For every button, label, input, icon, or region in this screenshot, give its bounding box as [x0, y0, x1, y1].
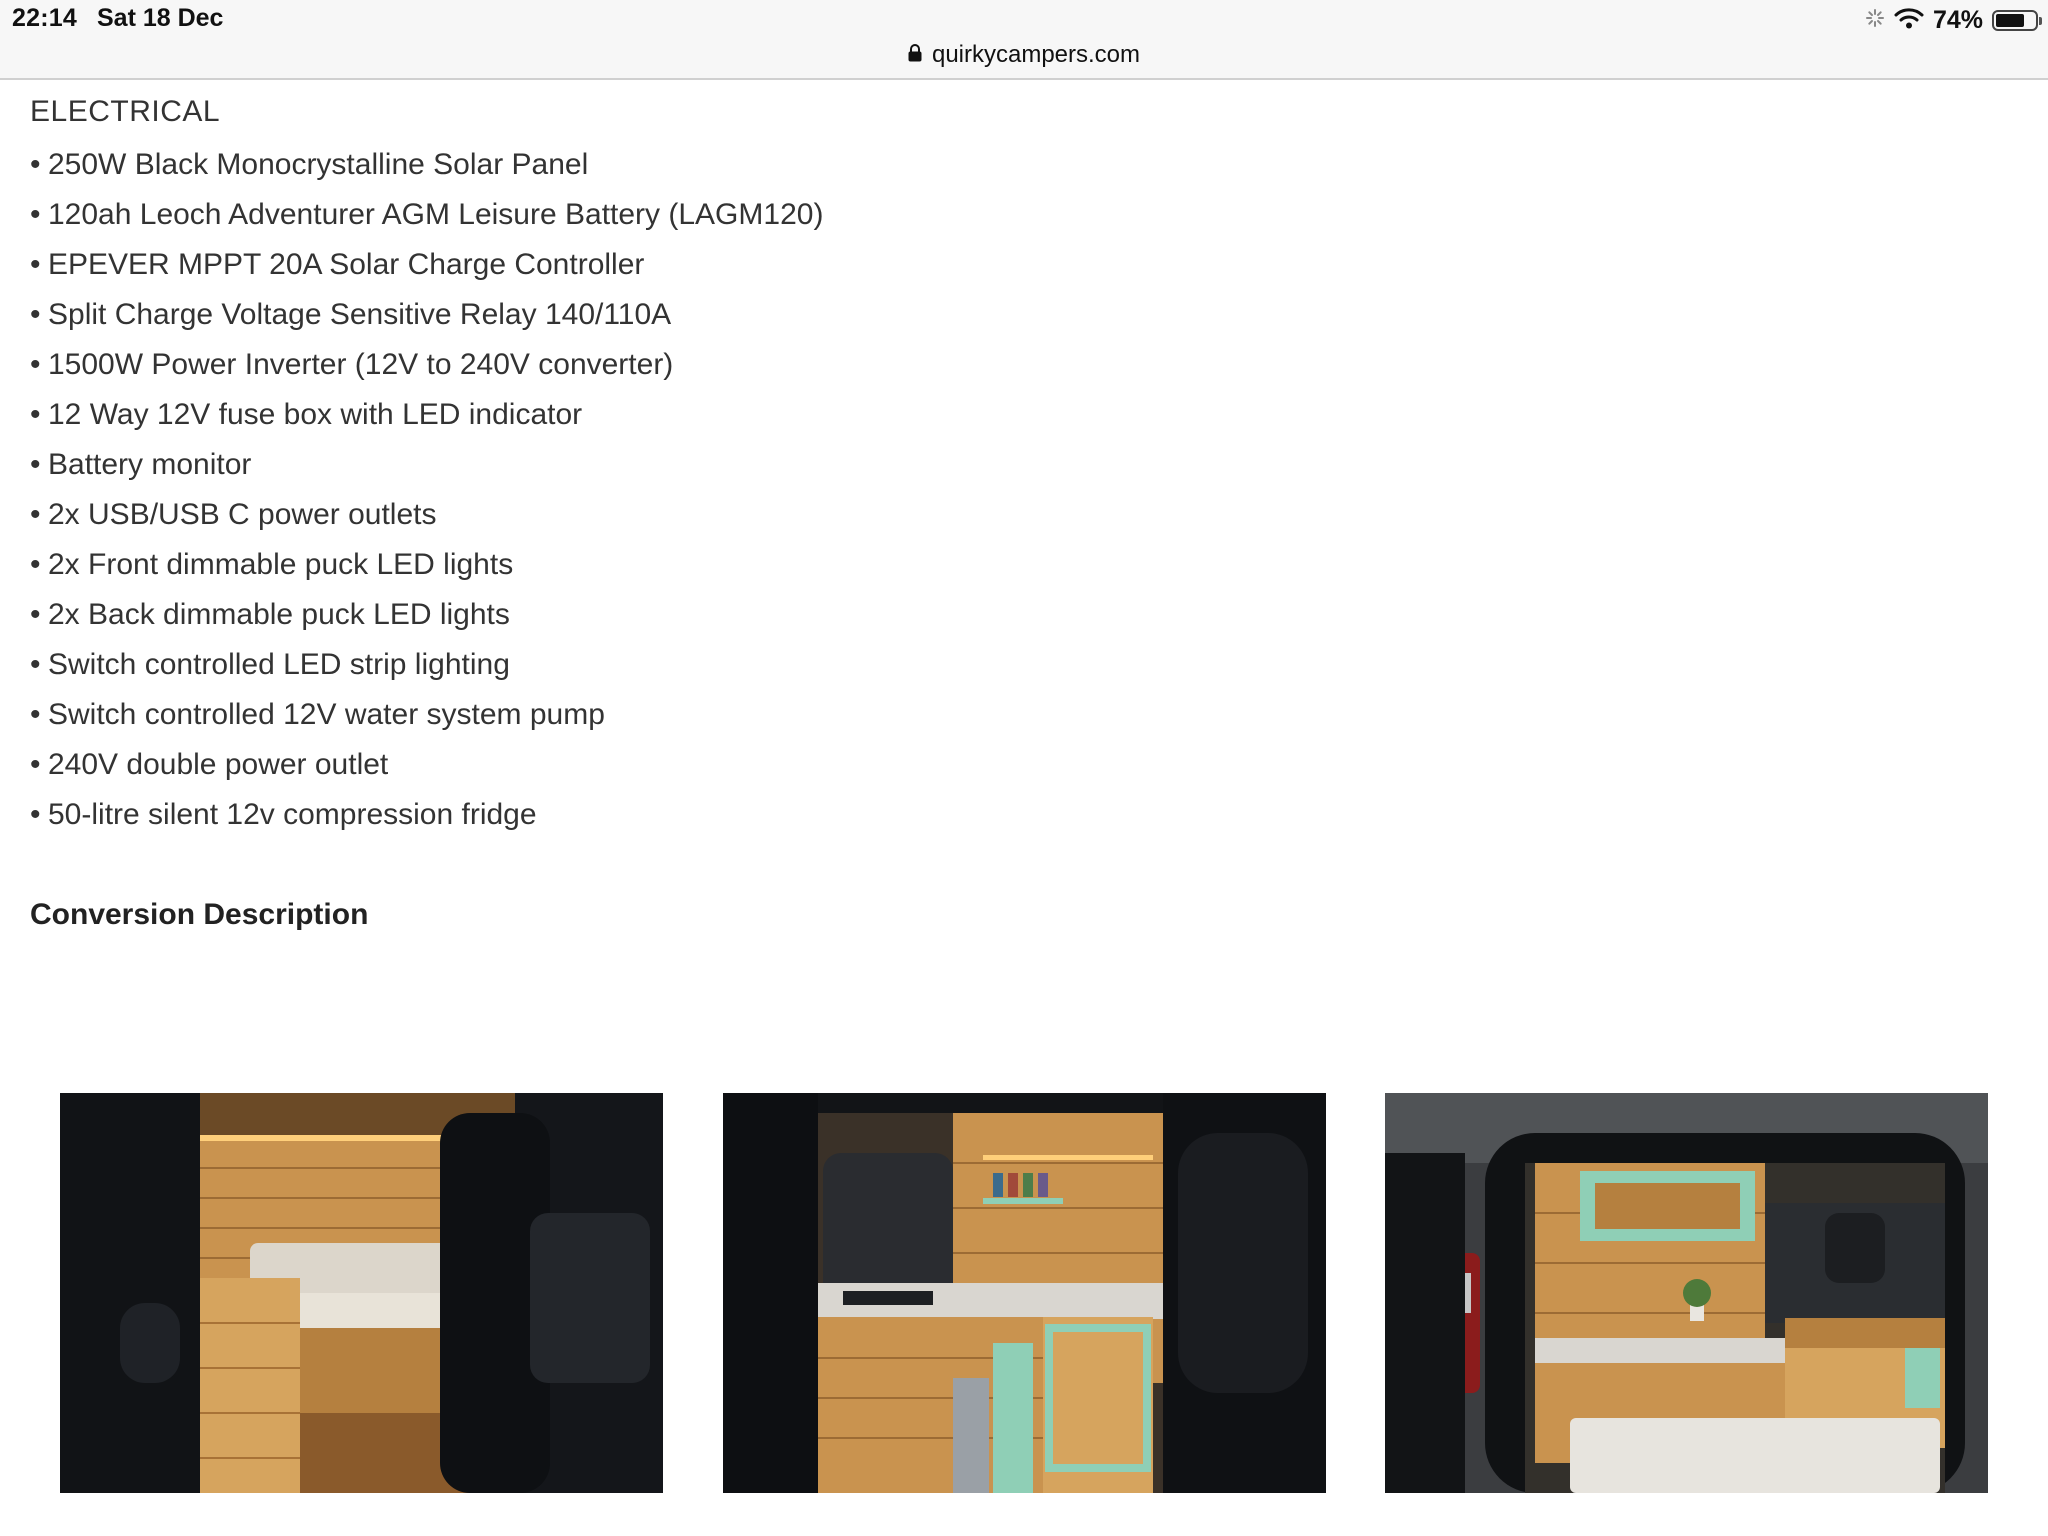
bullet-marker: • — [30, 298, 41, 331]
electrical-spec-text: 1500W Power Inverter (12V to 240V converter) — [48, 348, 674, 381]
status-date: Sat 18 Dec — [97, 4, 224, 32]
electrical-spec-item — [30, 240, 2010, 290]
bullet-marker: • — [30, 148, 41, 181]
bullet-marker: • — [30, 398, 41, 431]
electrical-spec-text: Battery monitor — [48, 448, 252, 481]
electrical-spec-item — [30, 190, 2010, 240]
gallery-photo-rear-bed[interactable] — [1385, 1093, 1988, 1493]
url-domain[interactable]: quirkycampers.com — [931, 41, 1141, 68]
electrical-spec-item — [30, 540, 2010, 590]
status-indicators — [1865, 4, 2038, 36]
status-bar — [0, 0, 2048, 80]
electrical-spec-text: Split Charge Voltage Sensitive Relay 140/110A — [48, 298, 672, 331]
electrical-spec-text: 120ah Leoch Adventurer AGM Leisure Battery (LAGM120) — [48, 198, 824, 231]
battery-percentage: 74% — [1932, 5, 1983, 34]
electrical-spec-item — [30, 640, 2010, 690]
battery-level-fill — [1996, 14, 2024, 27]
electrical-spec-text: 2x Front dimmable puck LED lights — [48, 548, 514, 581]
electrical-spec-text: 250W Black Monocrystalline Solar Panel — [48, 148, 589, 181]
electrical-spec-text: 2x USB/USB C power outlets — [48, 498, 437, 531]
electrical-spec-text: EPEVER MPPT 20A Solar Charge Controller — [48, 248, 645, 281]
electrical-spec-item — [30, 340, 2010, 390]
gallery-photo-rear-kitchen[interactable] — [723, 1093, 1326, 1493]
electrical-spec-item — [30, 590, 2010, 640]
electrical-spec-item — [30, 290, 2010, 340]
bullet-marker: • — [30, 198, 41, 231]
bullet-marker: • — [30, 648, 41, 681]
bullet-marker: • — [30, 798, 41, 831]
electrical-spec-item — [30, 440, 2010, 490]
electrical-spec-text: 240V double power outlet — [48, 748, 389, 781]
bullet-marker: • — [30, 698, 41, 731]
wifi-icon — [1894, 7, 1924, 34]
address-bar[interactable] — [0, 38, 2048, 72]
status-time: 22:14 — [12, 4, 77, 32]
electrical-spec-item — [30, 140, 2010, 190]
electrical-spec-text: Switch controlled LED strip lighting — [48, 648, 510, 681]
battery-tip — [2039, 17, 2042, 25]
electrical-heading: ELECTRICAL — [30, 95, 221, 128]
electrical-spec-item — [30, 390, 2010, 440]
electrical-spec-item — [30, 790, 2010, 840]
bullet-marker: • — [30, 598, 41, 631]
battery-icon — [1992, 10, 2038, 31]
electrical-spec-item — [30, 740, 2010, 790]
electrical-spec-item — [30, 490, 2010, 540]
conversion-description-heading: Conversion Description — [30, 898, 369, 931]
bullet-marker: • — [30, 748, 41, 781]
bullet-marker: • — [30, 248, 41, 281]
electrical-spec-text: 2x Back dimmable puck LED lights — [48, 598, 510, 631]
electrical-spec-text: Switch controlled 12V water system pump — [48, 698, 605, 731]
gallery-photo-side-door-lounge[interactable] — [60, 1093, 663, 1493]
electrical-spec-list — [30, 140, 2010, 840]
bullet-marker: • — [30, 498, 41, 531]
bullet-marker: • — [30, 448, 41, 481]
electrical-spec-text: 12 Way 12V fuse box with LED indicator — [48, 398, 583, 431]
lock-icon — [908, 44, 922, 67]
activity-spinner-icon — [1865, 8, 1885, 33]
page-content — [30, 90, 2010, 840]
electrical-spec-item — [30, 690, 2010, 740]
bullet-marker: • — [30, 348, 41, 381]
electrical-spec-text: 50-litre silent 12v compression fridge — [48, 798, 537, 831]
bullet-marker: • — [30, 548, 41, 581]
